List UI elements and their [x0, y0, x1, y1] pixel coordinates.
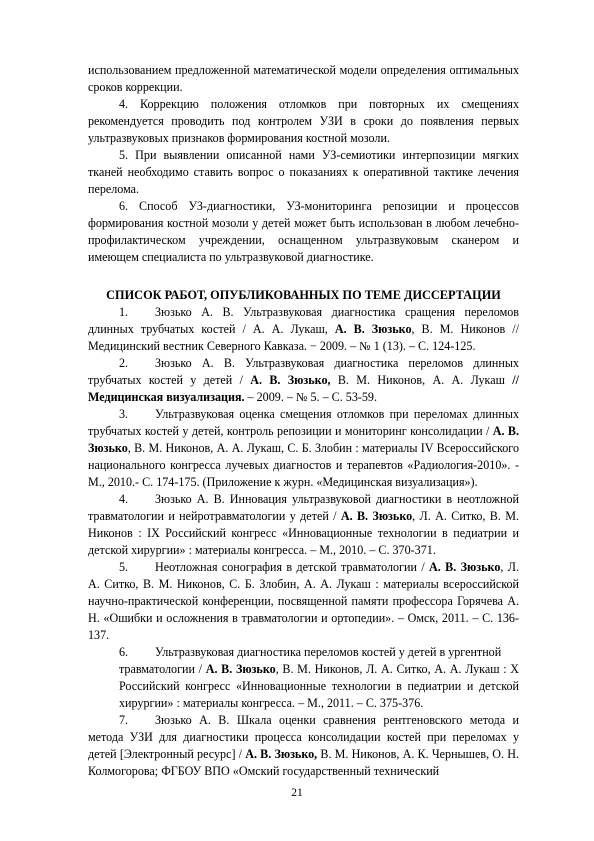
reference-item-5: [88, 559, 519, 644]
reference-item-4: [88, 491, 519, 559]
reference-text: , В. М. Никонов, А. А. Лукаш, С. Б. Злобин : материалы IV Всероссийского национального конгресса лучевых диагностов и терапевтов «Радиология-2010». - М., 2010.- С. 174-175. (Приложение к журн. «Медицинская визуализация»).: [88, 441, 519, 489]
reference-author-bold: А. В. Зюзько,: [250, 373, 331, 387]
paragraph-item-5: 5. При выявлении описанной нами УЗ-семиотики интерпозиции мягких тканей необходимо ставить вопрос о показаниях к оперативной тактике лечения перелома.: [88, 148, 519, 196]
reference-number: 4.: [119, 492, 129, 506]
reference-text: травматологии /: [119, 662, 206, 676]
reference-item-2: [88, 355, 519, 406]
reference-text-block: [119, 661, 519, 712]
reference-text: Зюзько А. В. Шкала оценки сравнения рентгеновского метода и метода УЗИ для диагностики процесса консолидации костей при переломах у детей [Электронный ресурс] /: [88, 713, 519, 761]
reference-journal-bold: // Медицинская визуализация.: [88, 373, 519, 404]
reference-number: 7.: [119, 713, 129, 727]
reference-text: В. М. Никонов, А. А. Лукаш: [330, 373, 513, 387]
document-page: [88, 62, 519, 780]
reference-item-6-continuation: [119, 661, 519, 712]
reference-author-bold: А. В. Зюзько: [340, 509, 413, 523]
reference-number: 6.: [119, 645, 129, 659]
reference-author-bold: А. В. Зюзько: [429, 560, 501, 574]
reference-number: 2.: [119, 356, 129, 370]
reference-number: 3.: [119, 407, 129, 421]
reference-item-1: [88, 304, 519, 355]
reference-item-3: [88, 406, 519, 491]
reference-text: Неотложная сонография в детской травматологии /: [155, 560, 430, 574]
paragraph-continuation: использованием предложенной математической модели определения оптимальных сроков коррекции.: [88, 63, 519, 94]
reference-number: 1.: [119, 305, 129, 319]
reference-number: 5.: [119, 560, 129, 574]
reference-author-bold: А. В. Зюзько: [334, 322, 412, 336]
reference-text: – 2009. – № 5. – С. 53-59.: [244, 390, 378, 404]
reference-text: Ультразвуковая диагностика переломов костей у детей в ургентной: [155, 645, 502, 659]
page-number: 21: [291, 787, 303, 799]
reference-author-bold: А. В. Зюзько,: [245, 747, 318, 761]
reference-text: , В. М. Никонов, Л. А. Ситко, А. А. Лукаш : X Российский конгресс «Инновационные технологии в педиатрии и детской хирургии» : материалы конгресса. – М., 2011. – С. 375-376.: [119, 662, 519, 710]
paragraph-item-6: 6. Способ УЗ-диагностики, УЗ-мониторинга репозиции и процессов формирования костной мозоли у детей может быть использован в любом лечебно-профилактическом учреждении, оснащенном ультразвуковым сканером и имеющем специалиста по ультразвуковой диагностике.: [88, 199, 519, 264]
reference-item-7: [88, 712, 519, 780]
reference-author-bold: А. В. Зюзько: [205, 662, 276, 676]
reference-text: , Л. А. Ситко, В. М. Никонов : IX Российский конгресс «Инновационные технологии в педиатрии и детской хирургии» : материалы конгресса. – М., 2010. – С. 370-371.: [88, 509, 519, 557]
reference-author-bold: А. В. Зюзько: [88, 424, 519, 455]
reference-text: , Л. А. Ситко, В. М. Никонов, С. Б. Злобин, А. А. Лукаш : материалы всероссийской научно-практической конференции, посвященной памяти профессора Горячева А. Н. «Ошибки и осложнения в травматологии и ортопедии». – Омск, 2011. – С. 136-137.: [88, 560, 519, 642]
reference-text: , В. М. Никонов // Медицинский вестник Северного Кавказа. − 2009. – № 1 (13). – С. 124-125.: [88, 322, 519, 353]
reference-text: Зюзько А. В. Инновация ультразвуковой диагностики в неотложной травматологии и нейротравматологии у детей /: [88, 492, 519, 523]
section-heading: СПИСОК РАБОТ, ОПУБЛИКОВАННЫХ ПО ТЕМЕ ДИССЕРТАЦИИ: [106, 288, 501, 302]
reference-item-6: [88, 644, 519, 661]
reference-text: Зюзько А. В. Ультразвуковая диагностика переломов длинных трубчатых костей у детей /: [88, 356, 519, 387]
reference-text: Зюзько А. В. Ультразвуковая диагностика сращения переломов длинных трубчатых костей / А. А. Лукаш,: [88, 305, 519, 336]
reference-text: В. М. Никонов, А. К. Чернышев, О. Н. Колмогорова; ФГБОУ ВПО «Омский государственный технический: [88, 747, 519, 778]
reference-text: Ультразвуковая оценка смещения отломков при переломах длинных трубчатых костей у детей, контроль репозиции и мониторинг консолидации /: [88, 407, 519, 438]
paragraph-item-4: 4. Коррекцию положения отломков при повторных их смещениях рекомендуется проводить под контролем УЗИ в сроки до появления первых ультразвуковых признаков формирования костной мозоли.: [88, 97, 519, 145]
